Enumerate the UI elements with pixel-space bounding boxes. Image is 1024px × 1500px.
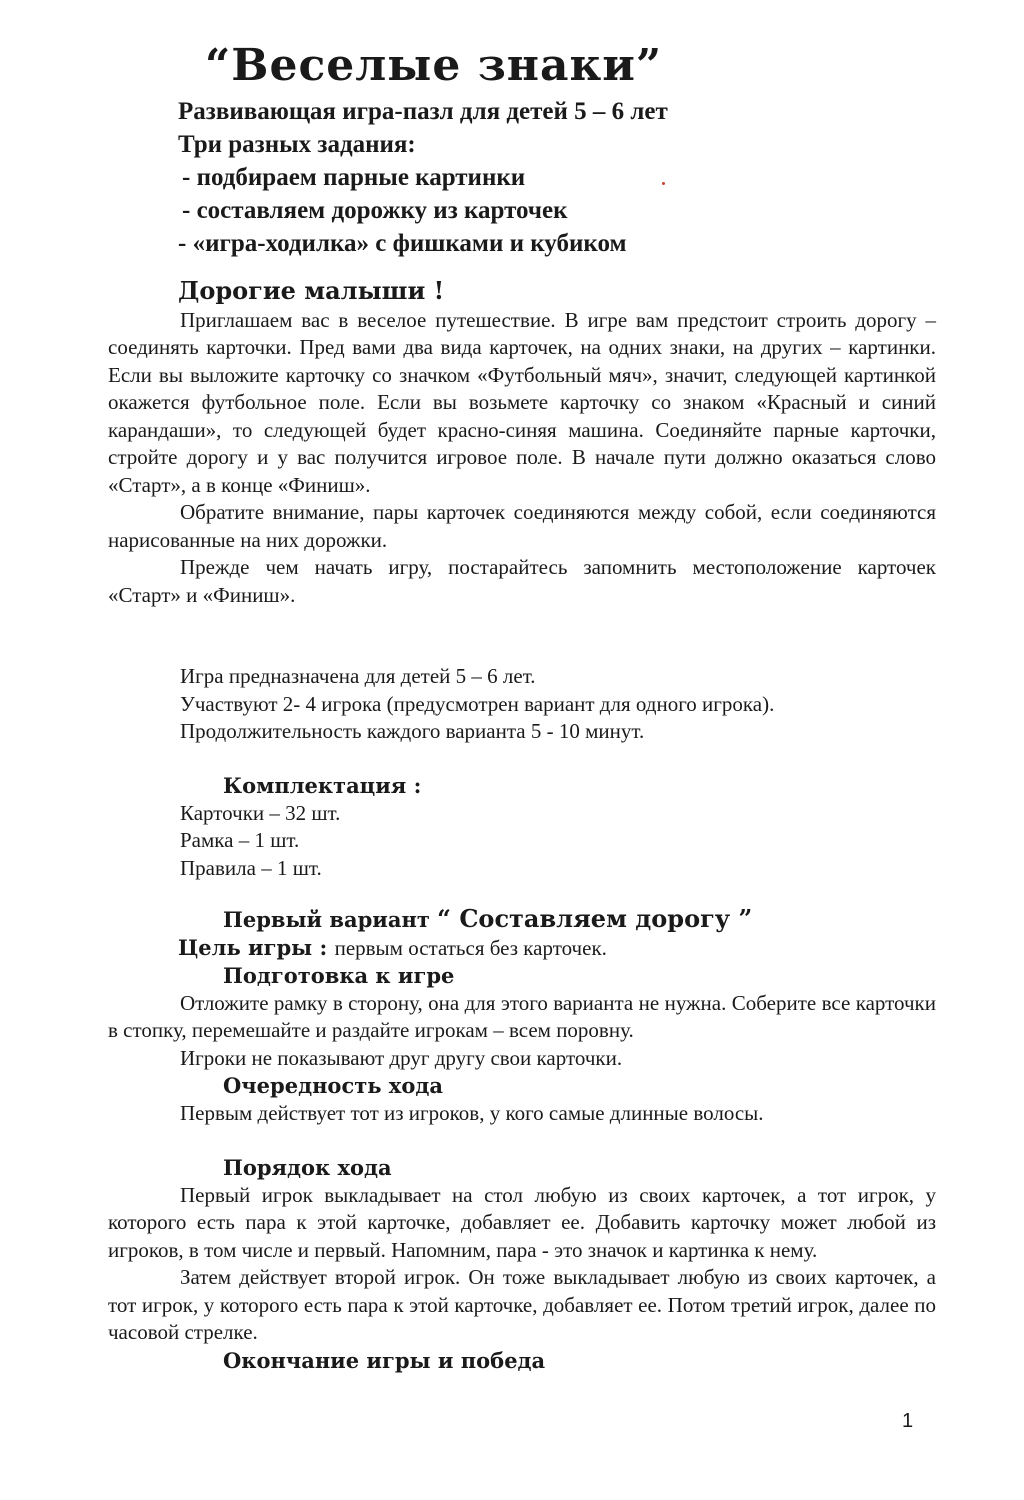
scan-speck bbox=[662, 182, 665, 185]
greeting-paragraph: Прежде чем начать игру, постарайтесь запомнить местоположение карточек «Старт» и «Финиш». bbox=[108, 555, 936, 607]
greeting-heading: Дорогие малыши ! bbox=[178, 276, 445, 305]
task-item: - «игра-ходилка» с фишками и кубиком bbox=[178, 230, 627, 257]
greeting-paragraph: Обратите внимание, пары карточек соединяются между собой, если соединяются нарисованные на них дорожки. bbox=[108, 500, 936, 552]
greeting-paragraph: Приглашаем вас в веселое путешествие. В игре вам предстоит строить дорогу – соединять карточки. Пред вами два вида карточек, на одних знаки, на других – картинки. Если вы выложите карточку со значком «Футбольный мяч», значит, следующей картинкой окажется футбольное поле. Если вы возьмете карточку со знаком «Красный и синий карандаши», то следующей будет красно-синяя машина. Соединяйте парные карточки, стройте дорогу и у вас получится игровое поле. В начале пути должно оказаться слово «Старт», а в конце «Финиш». bbox=[108, 307, 936, 497]
greeting-section bbox=[108, 277, 936, 609]
variant1-heading-name: “ Составляем дорогу ” bbox=[437, 904, 753, 933]
kit-heading: Комплектация : bbox=[223, 773, 422, 798]
end-heading: Окончание игры и победа bbox=[223, 1347, 546, 1373]
info-line: Участвуют 2- 4 игрока (предусмотрен вариант для одного игрока). bbox=[180, 691, 775, 716]
document-title: “Веселые знаки” bbox=[205, 40, 663, 91]
order-paragraph: Первым действует тот из игроков, у кого самые длинные волосы. bbox=[180, 1100, 764, 1125]
kit-item: Рамка – 1 шт. bbox=[180, 828, 300, 852]
prep-heading: Подготовка к игре bbox=[223, 963, 455, 988]
task-item: - составляем дорожку из карточек bbox=[182, 197, 568, 224]
prep-paragraph: Игроки не показывают друг другу свои карточки. bbox=[180, 1045, 623, 1070]
variant1-section bbox=[108, 905, 936, 1374]
variant1-heading-prefix: Первый вариант bbox=[223, 907, 438, 932]
info-section bbox=[108, 663, 936, 746]
kit-item: Карточки – 32 шт. bbox=[180, 800, 341, 825]
order-heading: Очередность хода bbox=[223, 1073, 443, 1098]
goal-line bbox=[108, 934, 936, 963]
procedure-paragraph: Первый игрок выкладывает на стол любую из своих карточек, а тот игрок, у которого есть пара к этой карточке, добавляет ее. Добавить карточку может любой из игроков, в том числе и первый. Напомним, пара - это значок и картинка к нему. bbox=[108, 1182, 936, 1262]
procedure-heading: Порядок хода bbox=[223, 1155, 392, 1180]
kit-section bbox=[108, 772, 936, 882]
prep-paragraph: Отложите рамку в сторону, она для этого варианта не нужна. Соберите все карточки в стопку, перемешайте и раздайте игрокам – всем поровну. bbox=[108, 990, 936, 1042]
subtitle: Развивающая игра-пазл для детей 5 – 6 лет bbox=[178, 98, 668, 125]
goal-label: Цель игры : bbox=[178, 934, 335, 960]
kit-item: Правила – 1 шт. bbox=[180, 855, 322, 880]
page-number: 1 bbox=[902, 1410, 914, 1432]
goal-text: первым остаться без карточек. bbox=[334, 935, 607, 960]
task-item: - подбираем парные картинки bbox=[182, 164, 526, 191]
info-line: Игра предназначена для детей 5 – 6 лет. bbox=[180, 664, 536, 688]
info-line: Продолжительность каждого варианта 5 - 10 минут. bbox=[180, 719, 645, 743]
procedure-paragraph: Затем действует второй игрок. Он тоже выкладывает любую из своих карточек, а тот игрок, у которого есть пара к этой карточке, добавляет ее. Потом третий игрок, далее по часовой стрелке. bbox=[108, 1265, 936, 1344]
tasks-label: Три разных задания: bbox=[178, 131, 416, 158]
variant1-heading bbox=[108, 905, 936, 934]
intro-block bbox=[178, 95, 668, 260]
